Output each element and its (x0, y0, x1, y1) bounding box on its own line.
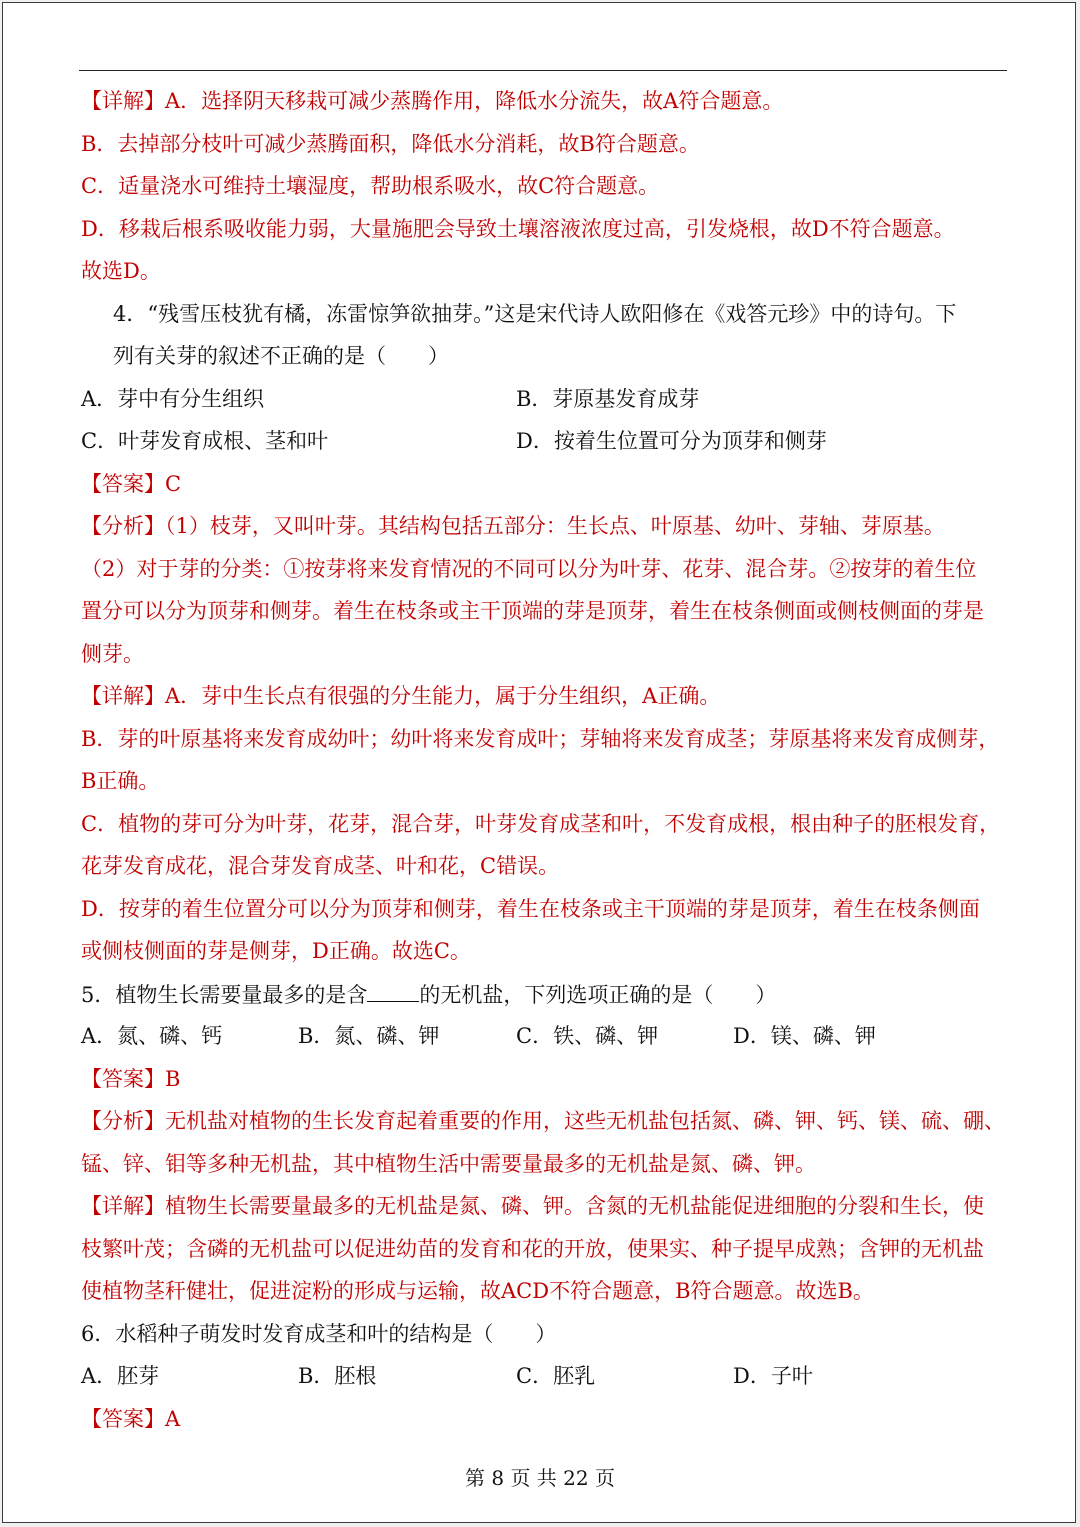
q4-analysis-line: （2）对于芽的分类：①按芽将来发育情况的不同可以分为叶芽、花芽、混合芽。②按芽的着生位 (81, 557, 977, 581)
q4-explain-line: 花芽发育成花，混合芽发育成茎、叶和花，C错误。 (81, 854, 560, 878)
q5-stem (81, 979, 776, 1010)
q4-answer: 【答案】C (81, 472, 182, 496)
q4-explain-line: C．植物的芽可分为叶芽，花芽，混合芽，叶芽发育成茎和叶，不发育成根，根由种子的胚根发育， (81, 812, 1001, 836)
q5-analysis-line: 【分析】无机盐对植物的生长发育起着重要的作用，这些无机盐包括氮、磷、钾、钙、镁、硫、硼、 (81, 1109, 1005, 1133)
q3-explain-line: 【详解】A．选择阴天移栽可减少蒸腾作用，降低水分流失，故A符合题意。 (81, 89, 784, 113)
document-page (2, 2, 1076, 1523)
q4-stem: 4．“残雪压枝犹有橘，冻雷惊笋欲抽芽。”这是宋代诗人欧阳修在《戏答元珍》中的诗句。下 (113, 302, 957, 326)
q5-stem-before: 5．植物生长需要量最多的是含 (81, 983, 368, 1007)
q3-explain-line: C．适量浇水可维持土壤湿度，帮助根系吸水，故C符合题意。 (81, 174, 660, 198)
q4-stem: 列有关芽的叙述不正确的是（ ） (113, 344, 449, 368)
header-rule (79, 70, 1007, 71)
q4-explain-line: D．按芽的着生位置分可以分为顶芽和侧芽，着生在枝条或主干顶端的芽是顶芽，着生在枝条侧面 (81, 897, 980, 921)
q4-analysis-line: 侧芽。 (81, 642, 144, 666)
q4-explain-line: 【详解】A．芽中生长点有很强的分生能力，属于分生组织，A正确。 (81, 684, 721, 708)
q4-option-d: D．按着生位置可分为顶芽和侧芽 (516, 429, 827, 453)
q5-option-d: D．镁、磷、钾 (733, 1024, 876, 1048)
q6-stem: 6．水稻种子萌发时发育成茎和叶的结构是（ ） (81, 1322, 557, 1346)
q5-explain-line: 使植物茎秆健壮，促进淀粉的形成与运输，故ACD不符合题意，B符合题意。故选B。 (81, 1279, 874, 1303)
page-number-footer: 第 8 页 共 22 页 (465, 1466, 615, 1490)
q4-analysis-line: 置分可以分为顶芽和侧芽。着生在枝条或主干顶端的芽是顶芽，着生在枝条侧面或侧枝侧面的芽是 (81, 599, 984, 623)
q5-option-a: A．氮、磷、钙 (81, 1024, 223, 1048)
q4-option-a: A．芽中有分生组织 (81, 387, 265, 411)
q5-answer: 【答案】B (81, 1067, 181, 1091)
q3-explain-line: B．去掉部分枝叶可减少蒸腾面积，降低水分消耗，故B符合题意。 (81, 132, 700, 156)
q5-explain-line: 枝繁叶茂；含磷的无机盐可以促进幼苗的发育和花的开放，使果实、种子提早成熟；含钾的无机盐 (81, 1237, 984, 1261)
q6-option-a: A．胚芽 (81, 1364, 160, 1388)
q6-answer: 【答案】A (81, 1407, 181, 1431)
q4-explain-line: 或侧枝侧面的芽是侧芽，D正确。故选C。 (81, 939, 471, 963)
q3-explain-line: D．移栽后根系吸收能力弱，大量施肥会导致土壤溶液浓度过高，引发烧根，故D不符合题意。 (81, 217, 955, 241)
q4-analysis-line: 【分析】（1）枝芽，又叫叶芽。其结构包括五部分：生长点、叶原基、幼叶、芽轴、芽原基。 (81, 514, 945, 538)
q5-analysis-line: 锰、锌、钼等多种无机盐，其中植物生活中需要量最多的无机盐是氮、磷、钾。 (81, 1152, 816, 1176)
q6-option-c: C．胚乳 (516, 1364, 596, 1388)
q6-option-d: D．子叶 (733, 1364, 813, 1388)
q4-explain-line: B．芽的叶原基将来发育成幼叶；幼叶将来发育成叶；芽轴将来发育成茎；芽原基将来发育成侧芽， (81, 727, 1000, 751)
q4-option-c: C．叶芽发育成根、茎和叶 (81, 429, 329, 453)
q5-option-b: B．氮、磷、钾 (298, 1024, 440, 1048)
q3-conclusion: 故选D。 (81, 259, 161, 283)
fill-in-blank (367, 979, 419, 1002)
q4-explain-line: B正确。 (81, 769, 160, 793)
q5-option-c: C．铁、磷、钾 (516, 1024, 659, 1048)
q5-explain-line: 【详解】植物生长需要量最多的无机盐是氮、磷、钾。含氮的无机盐能促进细胞的分裂和生长，使 (81, 1194, 984, 1218)
q5-stem-after: 的无机盐，下列选项正确的是（ ） (419, 983, 777, 1007)
q6-option-b: B．胚根 (298, 1364, 377, 1388)
q4-option-b: B．芽原基发育成芽 (516, 387, 700, 411)
